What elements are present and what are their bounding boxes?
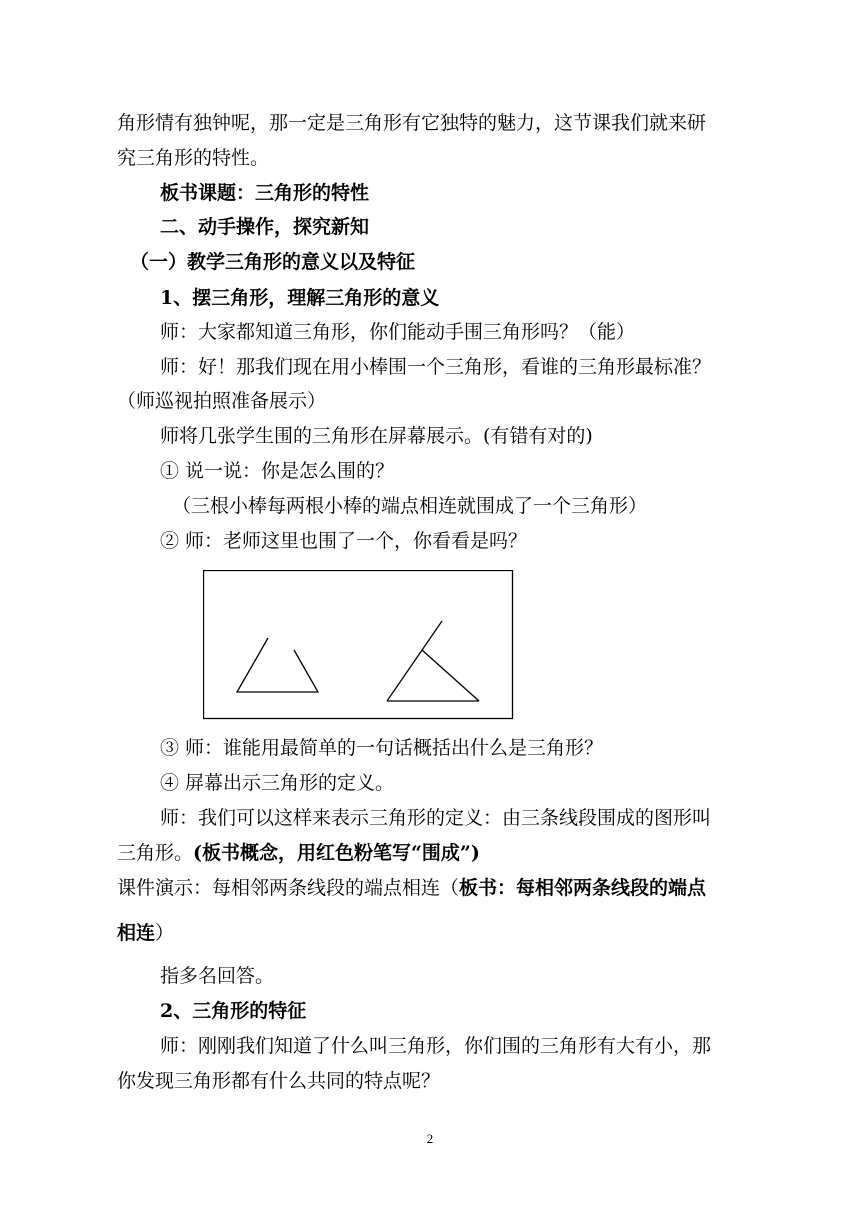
page-number: 2	[426, 1131, 434, 1146]
paragraph-line	[117, 876, 706, 900]
list-item: ③ 师：谁能用最简单的一句话概括出什么是三角形？	[160, 737, 604, 759]
paragraph-line: 师：刚刚我们知道了什么叫三角形，你们围的三角形有大有小，那	[160, 1035, 712, 1057]
paragraph-line	[117, 841, 480, 865]
open-triangle	[237, 638, 318, 692]
list-item: ② 师：老师这里也围了一个，你看看是吗？	[160, 530, 528, 552]
board-note: 相连	[117, 922, 156, 944]
paragraph-line: （三根小棒每两根小棒的端点相连就围成了一个三角形）	[172, 495, 648, 517]
subsection-heading: （一）教学三角形的意义以及特征	[130, 251, 416, 273]
paragraph-line	[117, 921, 174, 945]
text-run: ）	[155, 922, 175, 944]
paragraph-line: 究三角形的特性。	[117, 147, 270, 169]
subsection-heading: 1、摆三角形，理解三角形的意义	[160, 287, 440, 309]
subsection-heading: 2、三角形的特征	[160, 1000, 307, 1022]
triangle-figure	[203, 570, 514, 720]
list-item: ④ 屏幕出示三角形的定义。	[160, 772, 395, 794]
list-item: ① 说一说：你是怎么围的？	[160, 460, 395, 482]
board-note: (板书概念，用红色粉笔写“围成”)	[193, 842, 480, 864]
paragraph-line: 指多名回答。	[160, 965, 275, 987]
board-title: 板书课题：三角形的特性	[160, 182, 370, 204]
paragraph-line: （师巡视拍照准备展示）	[117, 390, 327, 412]
paragraph-line: 师将几张学生围的三角形在屏幕展示。(有错有对的)	[160, 425, 593, 447]
paragraph-line: 你发现三角形都有什么共同的特点呢？	[117, 1070, 441, 1092]
paragraph-line: 师：大家都知道三角形，你们能动手围三角形吗？（能）	[160, 321, 636, 343]
paragraph-line: 师：好！那我们现在用小棒围一个三角形，看谁的三角形最标准？	[160, 356, 712, 378]
section-heading: 二、动手操作，探究新知	[160, 216, 370, 238]
side-stick	[422, 650, 479, 701]
paragraph-line: 师：我们可以这样来表示三角形的定义：由三条线段围成的图形叫	[160, 807, 712, 829]
board-note: 板书：每相邻两条线段的端点	[459, 877, 707, 899]
figure-border	[204, 571, 513, 719]
text-run: 课件演示：每相邻两条线段的端点相连（	[117, 877, 460, 899]
text-run: 三角形。	[117, 842, 194, 864]
paragraph-line: 角形情有独钟呢，那一定是三角形有它独特的魅力，这节课我们就来研	[117, 112, 707, 134]
